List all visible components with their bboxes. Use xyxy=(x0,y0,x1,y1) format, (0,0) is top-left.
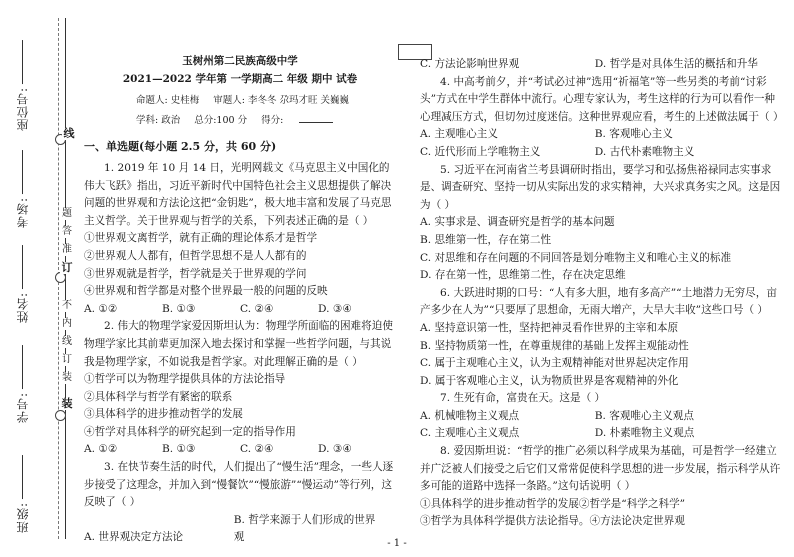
question-item: D. 存在第一性，思维第二性，存在决定思维 xyxy=(420,269,626,282)
side-char: 订 xyxy=(61,261,73,274)
question-stem: 4. 中高考前夕，并“考试必过神”选用“祈福笔”等一些另类的考前“讨彩头”方式在中学生群体中流行。心理专家认为，考生这样的行为可以看作一种心理减压方式，但切勿过度迷信。这种世界观应看，考生的上述做法属于（ ） xyxy=(420,75,784,123)
exam-room-field: 考场: xyxy=(14,150,31,228)
name-field: 姓名: xyxy=(14,245,31,323)
score-line: 学科: 政治 总分:100 分 得分: xyxy=(84,112,396,130)
page-number: - 1 - xyxy=(387,538,407,549)
seal-hole xyxy=(55,410,66,421)
question-stem: 6. 大跃进时期的口号：“人有多大胆，地有多高产”“土地潜力无穷尽，亩产多少在人为”“只要厚了思想命，无雨大增产，大旱大丰收”这些口号（ ） xyxy=(420,286,777,317)
question-item: B. 坚持物质第一性，在尊重规律的基础上发挥主观能动性 xyxy=(420,339,689,352)
school-name: 玉树州第二民族高级中学 xyxy=(182,55,298,67)
answer-choices: A. 主观唯心主义 B. 客观唯心主义C. 近代形而上学唯物主义 D. 古代朴素唯物主义 xyxy=(420,128,695,158)
seal-char: 准 xyxy=(62,244,72,255)
question-item: ③哲学为具体科学提供方法论指导。④方法论决定世界观 xyxy=(420,515,685,528)
question-item: C. 属于主观唯心主义，认为主观精神能对世界起决定作用 xyxy=(420,357,689,370)
side-char: 装 xyxy=(61,397,73,410)
right-column xyxy=(420,0,784,531)
question-item: A. 坚持意识第一性，坚持把神灵看作世界的主宰和本原 xyxy=(420,321,679,334)
question-item: A. 实事求是、调查研究是哲学的基本问题 xyxy=(420,216,615,229)
question-item: ①哲学可以为物理学提供具体的方法论指导 xyxy=(84,373,286,386)
question-item: ③世界观就是哲学，哲学就是关于世界观的学问 xyxy=(84,267,307,280)
class-field: 班级: xyxy=(14,455,31,533)
question-item: C. 对思维和存在问题的不同回答是划分唯物主义和唯心主义的标准 xyxy=(420,251,732,264)
answer-choices: A. ①② B. ①③ C. ②④ D. ③④ xyxy=(84,302,352,315)
question-stem: 5. 习近平在河南省兰考县调研时指出，要学习和弘扬焦裕禄同志实事求是、调查研究、坚持一切从实际出发的求实精神，大兴求真务实之风。这是因为（ ） xyxy=(420,163,781,211)
side-char: 线 xyxy=(63,127,75,140)
question-stem: 8. 爱因斯坦说：“哲学的推广必须以科学成果为基础，可是哲学一经建立并广泛被人们接受之后它们又常常促使科学思想的进一步发展，指示科学从许多可能的道路中选择一条路。”这句话说明（ ） xyxy=(420,445,781,493)
answer-choices: A. 世界观决定方法论B. 哲学来源于人们形成的世界观 xyxy=(84,513,376,544)
seal-char: 线 xyxy=(62,336,72,347)
question-item: ②具体科学与哲学有紧密的联系 xyxy=(84,390,233,403)
seal-char: 装 xyxy=(62,372,72,383)
seat-number-field: 座位号: xyxy=(14,40,31,131)
answer-choices: A. 机械唯物主义观点 B. 客观唯心主义观点C. 主观唯心主义观点 D. 朴素唯物主义观点 xyxy=(420,409,695,440)
setter-line: 命题人: 史桂梅 审题人: 李冬冬 尕玛才旺 关巍巍 xyxy=(136,95,349,107)
question-item: ①世界观文离哲学，就有正确的理论体系才是哲学 xyxy=(84,232,318,245)
question-item: ④世界观和哲学都是对整个世界最一般的问题的反映 xyxy=(84,285,328,298)
answer-choices: C. 方法论影响世界观 D. 哲学是对具体生活的概括和升华 xyxy=(420,58,758,70)
exam-title: 2021—2022 学年第 一学期高二 年级 期中 试卷 xyxy=(122,72,358,85)
seal-char: 答 xyxy=(62,226,72,237)
seal-char: 内 xyxy=(62,318,72,329)
seal-char: 题 xyxy=(62,208,72,219)
student-id-field: 学号: xyxy=(14,345,31,423)
question-stem: 2. 伟大的物理学家爱因斯坦认为：物理学所面临的困难将迫使物理学家比其前辈更加深入地去探讨和掌握一些哲学问题，与其说我是物理学家，不如说我是哲学家。对此理解正确的是（ ） xyxy=(84,320,393,368)
question-item: B. 思维第一性，存在第二性 xyxy=(420,233,552,246)
question-item: D. 属于客观唯心主义，认为物质世界是客观精神的外化 xyxy=(420,374,679,387)
seal-char: 订 xyxy=(62,354,72,365)
question-stem: 7. 生死有命，富贵在天。这是（ ） xyxy=(440,392,606,405)
question-item: ①具体科学的进步推动哲学的发展②哲学是“科学之科学” xyxy=(420,497,686,510)
question-item: ②世界观人人都有，但哲学思想不是人人都有的 xyxy=(84,249,307,262)
question-item: ③具体科学的进步推动哲学的发展 xyxy=(84,408,243,421)
answer-choices: A. ①② B. ①③ C. ②④ D. ③④ xyxy=(84,443,352,456)
section-title: 一、单选题(每小题 2.5 分，共 60 分) xyxy=(84,140,277,154)
question-stem: 1. 2019 年 10 月 14 日，光明网载文《马克思主义中国化的伟大飞跃》指出，习近平新时代中国特色社会主义思想提供了解决问题的世界观和方法论这把“金钥匙”，极大地丰富和发展了马克思主义哲学。关于世界观与哲学的关系，下列表述正确的是（ ） xyxy=(84,161,392,227)
question-stem: 3. 在快节奏生活的时代，人们提出了“慢生活”理念，一些人逐步接受了这理念，并加入到“慢餐饮”“慢旅游”“慢运动”等行列，这反映了（ ） xyxy=(84,461,394,509)
left-column xyxy=(84,0,396,547)
seal-char: 不 xyxy=(62,300,72,311)
question-item: ④哲学对具体科学的研究起到一定的指导作用 xyxy=(84,425,296,438)
binding-margin xyxy=(0,0,92,557)
